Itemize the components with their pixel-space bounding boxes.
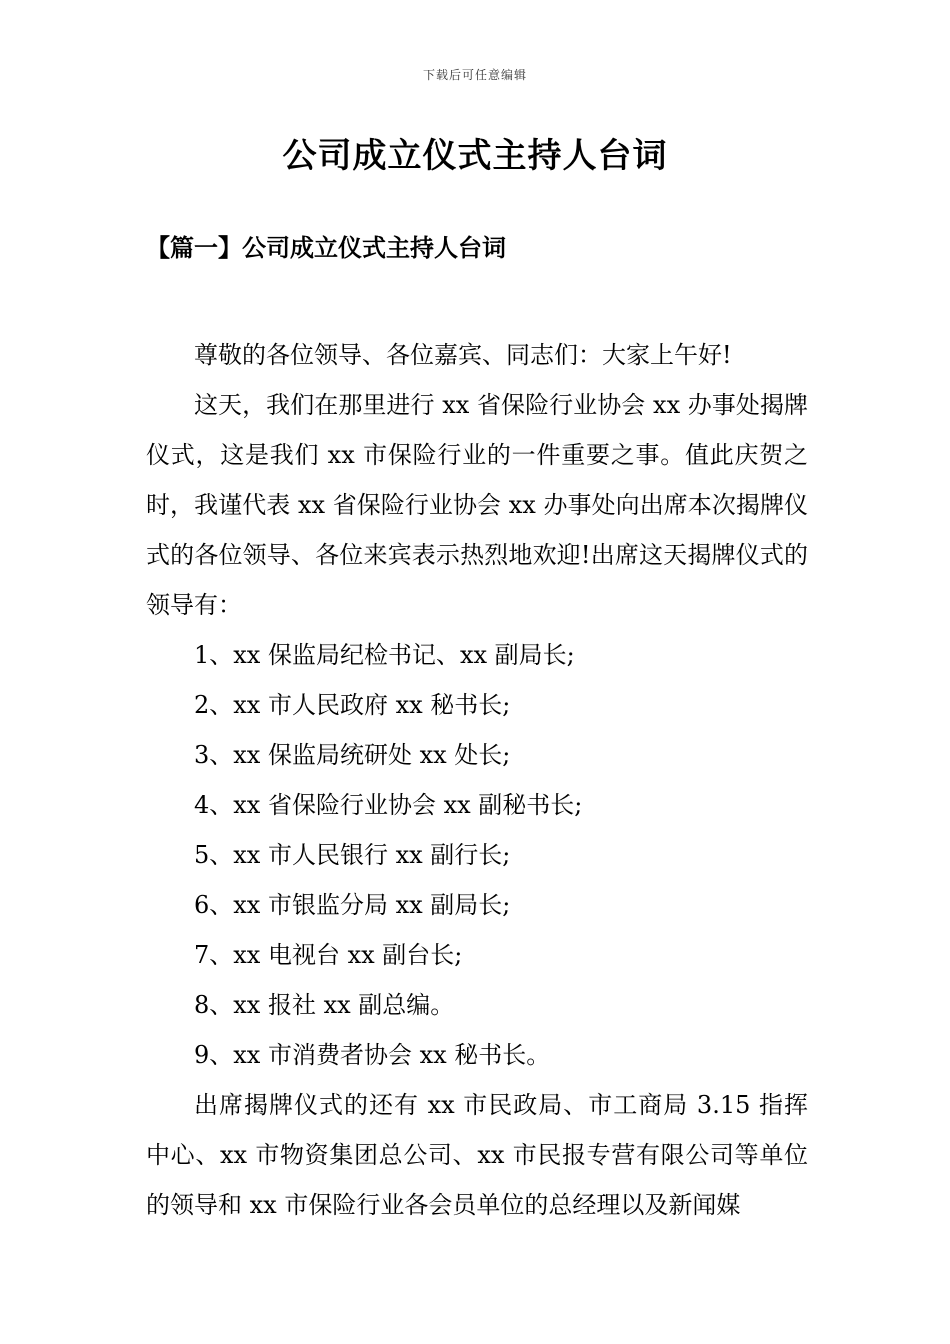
greeting-paragraph: 尊敬的各位领导、各位嘉宾、同志们：大家上午好! xyxy=(194,341,732,369)
intro-paragraph: 这天，我们在那里进行 xx 省保险行业协会 xx 办事处揭牌仪式，这是我们 xx 市保险行业的一件重要之事。值此庆贺之时，我谨代表 xx 省保险行业协会 xx 办事处向出席本次揭牌仪式的各位领导、各位来宾表示热烈地欢迎!出席这天揭牌仪式的领导有： xyxy=(146,391,808,619)
list-item: 8、xx 报社 xx 副总编。 xyxy=(194,991,455,1019)
document-title: 公司成立仪式主持人台词 xyxy=(282,136,668,176)
list-item: 4、xx 省保险行业协会 xx 副秘书长; xyxy=(194,791,583,819)
list-item: 7、xx 电视台 xx 副台长; xyxy=(194,941,463,969)
section-heading: 【篇一】公司成立仪式主持人台词 xyxy=(146,233,506,262)
document-body xyxy=(146,330,808,1230)
attendees-paragraph: 出席揭牌仪式的还有 xx 市民政局、市工商局 3.15 指挥中心、xx 市物资集团总公司、xx 市民报专营有限公司等单位的领导和 xx 市保险行业各会员单位的总经理以及新闻媒 xyxy=(146,1091,808,1219)
list-item: 1、xx 保监局纪检书记、xx 副局长; xyxy=(194,641,575,669)
list-item: 5、xx 市人民银行 xx 副行长; xyxy=(194,841,511,869)
list-item: 6、xx 市银监分局 xx 副局长; xyxy=(194,891,511,919)
list-item: 9、xx 市消费者协会 xx 秘书长。 xyxy=(194,1041,551,1069)
header-note: 下载后可任意编辑 xyxy=(422,68,527,82)
list-item: 2、xx 市人民政府 xx 秘书长; xyxy=(194,691,511,719)
list-item: 3、xx 保监局统研处 xx 处长; xyxy=(194,741,511,769)
